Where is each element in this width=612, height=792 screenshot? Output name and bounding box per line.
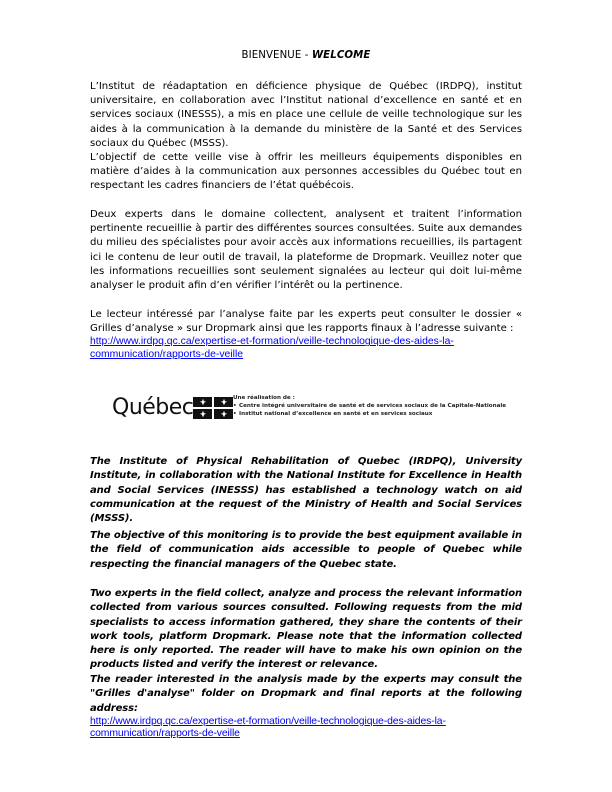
realisation-bullet-inesss: • Institut national d’excellence en santé et en services sociaux [233,410,523,418]
fleur-de-lis-icon [214,397,233,407]
page-title [0,50,612,61]
quebec-logo-block [112,393,512,427]
french-paragraph-2: L’objectif de cette veille vise à offrir les meilleurs équipements disponibles en matière d’aides à la communication aux personnes accessibles du Québec tout en respectant les cadres financiers de l’état québécois. [90,152,522,192]
english-link-line-1: http://www.irdpq.qc.ca/expertise-et-formation/veille-technologique-des-aides-la- [90,715,446,727]
french-paragraph-3: Deux experts dans le domaine collectent, analysent et traitent l’information pertinente recueillie à partir des différentes sources consultées. Suite aux demandes du milieu des spécialistes pour avoir accès aux informations recueillies, ils partagent ici le contenu de leur outil de travail, la plateforme de Dropmark. Veuillez noter que les informations recueillies sont seulement signalées au lecteur qui doit lui-même analyser le produit afin d’en vérifier l’intérêt ou la pertinence. [90,209,522,292]
french-paragraph-4-text: Le lecteur intéressé par l’analyse faite par les experts peut consulter le dossier « Grilles d’analyse » sur Dropmark ainsi que les rapports finaux à l’adresse suivante : [90,309,522,335]
title-english: WELCOME [311,50,371,61]
fleur-de-lis-icon [193,409,212,419]
realisation-heading: Une réalisation de : [233,395,295,401]
french-link-line-1: http://www.irdpq.qc.ca/expertise-et-formation/veille-technologique-des-aides-la- [90,336,454,348]
english-paragraph-3: Two experts in the field collect, analyze and process the relevant information collected from various sources consulted. Following requests from the mid specialists to access information gathered, they share the contents of their work tools, platform Dropmark. Please note that the information collected here is only reported. The reader will have to make his own opinion on the products listed and verify the interest or relevance. [90,588,522,671]
french-paragraph-1: L’Institut de réadaptation en déficience physique de Québec (IRDPQ), institut universitaire, en collaboration avec l’Institut national d’excellence en santé et en services sociaux (INESSS), a mis en place une cellule de veille technologique sur les aides à la communication à la demande du ministère de la Santé et des Services sociaux du Québec (MSSS). [90,81,522,149]
fleur-de-lis-icon [214,409,233,419]
fleur-de-lis-icon [193,397,212,407]
english-paragraph-4-text: The reader interested in the analysis made by the experts may consult the "Grilles d'analyse" folder on Dropmark and final reports at the following address: [90,674,522,714]
english-paragraph-1: The Institute of Physical Rehabilitation of Quebec (IRDPQ), University Institute, in collaboration with the National Institute for Excellence in Health and Social Services (INESSS) has established a technology watch on aid communication at the request of the Ministry of Health and Social Services (MSSS). [90,456,522,525]
realisation-bullet-ciusss: • Centre intégré universitaire de santé et de services sociaux de la Capitale-Nationale [233,402,523,410]
english-report-link[interactable] [90,716,522,741]
fleur-de-lis-flag-icon [193,397,233,419]
french-paragraph-4 [90,308,522,362]
english-paragraph-2: The objective of this monitoring is to provide the best equipment available in the field of communication aids accessible to people of Quebec while respecting the financial managers of the Quebec state. [90,530,522,570]
english-link-line-2: communication/rapports-de-veille [90,728,240,740]
quebec-wordmark: Québec [112,395,194,420]
english-paragraph-4 [90,673,522,741]
title-french: BIENVENUE - [241,50,312,61]
realisation-credits [233,394,523,419]
french-report-link[interactable] [90,336,522,361]
french-link-line-2: communication/rapports-de-veille [90,349,244,360]
